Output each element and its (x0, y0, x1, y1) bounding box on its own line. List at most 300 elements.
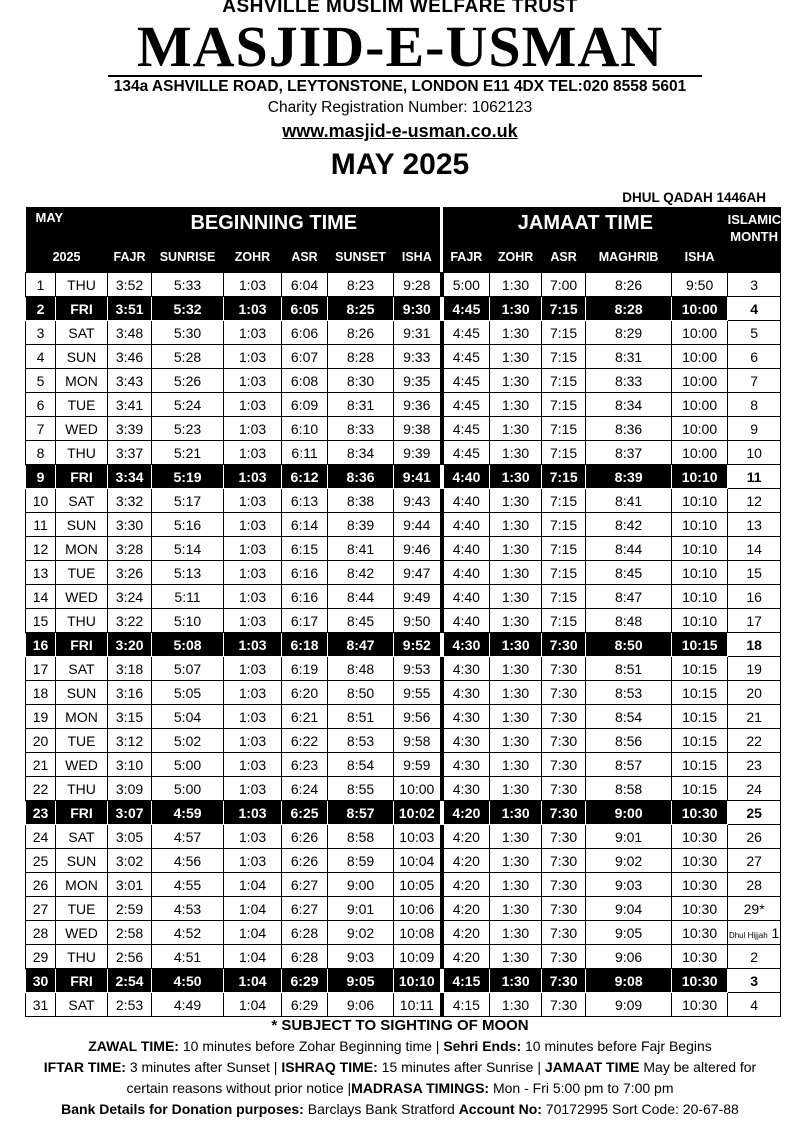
cell-jamaat-maghrib: 8:26 (586, 273, 672, 297)
cell-weekday: MON (56, 537, 108, 561)
cell-fajr: 3:52 (108, 273, 152, 297)
cell-isha: 9:39 (394, 441, 442, 465)
iftar-text: 3 minutes after Sunset | (125, 1059, 282, 1075)
cell-weekday: FRI (56, 297, 108, 321)
cell-date: 29 (26, 945, 56, 969)
cell-zohr: 1:03 (224, 489, 282, 513)
cell-jamaat-fajr: 4:20 (442, 921, 490, 945)
cell-jamaat-maghrib: 8:53 (586, 681, 672, 705)
cell-sunset: 8:38 (328, 489, 394, 513)
cell-jamaat-zohr: 1:30 (490, 897, 542, 921)
table-row (26, 657, 781, 681)
cell-zohr: 1:04 (224, 969, 282, 993)
cell-sunrise: 5:05 (152, 681, 224, 705)
cell-asr: 6:25 (282, 801, 328, 825)
col-sunset: SUNSET (328, 242, 394, 273)
cell-fajr: 3:22 (108, 609, 152, 633)
cell-fajr: 3:26 (108, 561, 152, 585)
beginning-time-heading: BEGINNING TIME (108, 207, 442, 242)
cell-isha: 10:09 (394, 945, 442, 969)
jamaat-time-heading: JAMAAT TIME (442, 207, 728, 242)
ishraq-label: ISHRAQ TIME: (281, 1059, 378, 1075)
cell-sunrise: 5:19 (152, 465, 224, 489)
cell-jamaat-asr: 7:15 (542, 489, 586, 513)
cell-jamaat-isha: 10:30 (672, 969, 728, 993)
cell-islamic-day: 27 (728, 849, 781, 873)
cell-jamaat-maghrib: 9:00 (586, 801, 672, 825)
cell-jamaat-maghrib: 8:57 (586, 753, 672, 777)
cell-islamic-day: 3 (728, 969, 781, 993)
cell-date: 21 (26, 753, 56, 777)
cell-isha: 9:50 (394, 609, 442, 633)
cell-sunrise: 5:10 (152, 609, 224, 633)
cell-zohr: 1:03 (224, 609, 282, 633)
cell-jamaat-zohr: 1:30 (490, 705, 542, 729)
cell-jamaat-isha: 10:30 (672, 993, 728, 1017)
cell-weekday: THU (56, 945, 108, 969)
cell-asr: 6:09 (282, 393, 328, 417)
cell-jamaat-fajr: 4:40 (442, 465, 490, 489)
cell-jamaat-fajr: 4:30 (442, 633, 490, 657)
cell-jamaat-maghrib: 8:51 (586, 657, 672, 681)
cell-fajr: 2:56 (108, 945, 152, 969)
cell-sunrise: 5:24 (152, 393, 224, 417)
col-jamaat-isha: ISHA (672, 242, 728, 273)
cell-jamaat-fajr: 4:45 (442, 321, 490, 345)
cell-isha: 9:43 (394, 489, 442, 513)
cell-sunset: 8:45 (328, 609, 394, 633)
cell-weekday: WED (56, 753, 108, 777)
cell-jamaat-asr: 7:30 (542, 825, 586, 849)
cell-weekday: SAT (56, 489, 108, 513)
cell-sunset: 8:33 (328, 417, 394, 441)
cell-jamaat-isha: 10:00 (672, 417, 728, 441)
cell-jamaat-maghrib: 8:41 (586, 489, 672, 513)
cell-jamaat-asr: 7:15 (542, 297, 586, 321)
cell-jamaat-maghrib: 8:34 (586, 393, 672, 417)
cell-jamaat-maghrib: 8:47 (586, 585, 672, 609)
cell-isha: 10:10 (394, 969, 442, 993)
cell-fajr: 3:09 (108, 777, 152, 801)
cell-weekday: SAT (56, 321, 108, 345)
cell-jamaat-isha: 10:30 (672, 873, 728, 897)
cell-jamaat-fajr: 4:45 (442, 417, 490, 441)
cell-zohr: 1:03 (224, 753, 282, 777)
cell-fajr: 3:07 (108, 801, 152, 825)
cell-date: 2 (26, 297, 56, 321)
zawal-text: 10 minutes before Zohar Beginning time | (178, 1038, 444, 1054)
cell-jamaat-asr: 7:30 (542, 921, 586, 945)
cell-islamic-day: 25 (728, 801, 781, 825)
cell-isha: 9:53 (394, 657, 442, 681)
cell-zohr: 1:04 (224, 873, 282, 897)
cell-sunrise: 5:04 (152, 705, 224, 729)
cell-asr: 6:22 (282, 729, 328, 753)
cell-sunrise: 5:02 (152, 729, 224, 753)
cell-asr: 6:12 (282, 465, 328, 489)
cell-islamic-day: 10 (728, 441, 781, 465)
cell-asr: 6:18 (282, 633, 328, 657)
cell-asr: 6:21 (282, 705, 328, 729)
islamic-month-heading: ISLAMIC MONTH (728, 207, 781, 273)
cell-zohr: 1:03 (224, 681, 282, 705)
table-row (26, 681, 781, 705)
table-row (26, 825, 781, 849)
table-row (26, 537, 781, 561)
cell-asr: 6:27 (282, 897, 328, 921)
cell-jamaat-isha: 9:50 (672, 273, 728, 297)
cell-islamic-day: 22 (728, 729, 781, 753)
cell-fajr: 2:59 (108, 897, 152, 921)
cell-sunset: 8:34 (328, 441, 394, 465)
cell-fajr: 3:02 (108, 849, 152, 873)
cell-jamaat-zohr: 1:30 (490, 753, 542, 777)
cell-zohr: 1:03 (224, 513, 282, 537)
cell-asr: 6:29 (282, 993, 328, 1017)
cell-jamaat-maghrib: 8:54 (586, 705, 672, 729)
cell-fajr: 3:43 (108, 369, 152, 393)
cell-asr: 6:10 (282, 417, 328, 441)
cell-jamaat-asr: 7:15 (542, 561, 586, 585)
cell-date: 7 (26, 417, 56, 441)
cell-jamaat-isha: 10:10 (672, 561, 728, 585)
account-text: 70172995 Sort Code: 20-67-88 (541, 1101, 739, 1117)
cell-sunset: 8:30 (328, 369, 394, 393)
cell-zohr: 1:03 (224, 561, 282, 585)
cell-date: 9 (26, 465, 56, 489)
cell-sunset: 8:31 (328, 393, 394, 417)
cell-date: 14 (26, 585, 56, 609)
cell-asr: 6:28 (282, 921, 328, 945)
cell-jamaat-maghrib: 8:45 (586, 561, 672, 585)
line3-text: certain reasons without prior notice | (126, 1080, 352, 1096)
cell-jamaat-maghrib: 8:48 (586, 609, 672, 633)
cell-jamaat-zohr: 1:30 (490, 657, 542, 681)
cell-sunset: 8:25 (328, 297, 394, 321)
cell-jamaat-maghrib: 9:08 (586, 969, 672, 993)
cell-islamic-day: 12 (728, 489, 781, 513)
cell-jamaat-maghrib: 8:39 (586, 465, 672, 489)
cell-sunrise: 5:17 (152, 489, 224, 513)
timetable-body (26, 273, 781, 1017)
cell-asr: 6:11 (282, 441, 328, 465)
iftar-line (0, 1057, 800, 1078)
cell-isha: 9:49 (394, 585, 442, 609)
cell-asr: 6:16 (282, 561, 328, 585)
cell-jamaat-zohr: 1:30 (490, 609, 542, 633)
cell-asr: 6:26 (282, 825, 328, 849)
cell-jamaat-zohr: 1:30 (490, 801, 542, 825)
cell-islamic-day: 9 (728, 417, 781, 441)
cell-sunrise: 5:28 (152, 345, 224, 369)
cell-sunset: 9:06 (328, 993, 394, 1017)
cell-sunset: 8:39 (328, 513, 394, 537)
cell-jamaat-zohr: 1:30 (490, 537, 542, 561)
cell-islamic-day: 26 (728, 825, 781, 849)
cell-date: 5 (26, 369, 56, 393)
cell-weekday: FRI (56, 633, 108, 657)
zawal-label: ZAWAL TIME: (88, 1038, 179, 1054)
cell-date: 23 (26, 801, 56, 825)
bank-label: Bank Details for Donation purposes: (61, 1101, 304, 1117)
moon-note: * SUBJECT TO SIGHTING OF MOON (271, 1017, 529, 1034)
cell-date: 11 (26, 513, 56, 537)
cell-date: 28 (26, 921, 56, 945)
cell-sunset: 8:48 (328, 657, 394, 681)
cell-zohr: 1:03 (224, 297, 282, 321)
cell-fajr: 3:05 (108, 825, 152, 849)
cell-jamaat-maghrib: 8:33 (586, 369, 672, 393)
cell-jamaat-zohr: 1:30 (490, 633, 542, 657)
table-row (26, 513, 781, 537)
address: 134a ASHVILLE ROAD, LEYTONSTONE, LONDON E11 4DX TEL:020 8558 5601 (113, 78, 687, 95)
table-row (26, 897, 781, 921)
cell-sunrise: 4:53 (152, 897, 224, 921)
cell-sunrise: 5:16 (152, 513, 224, 537)
cell-sunset: 8:28 (328, 345, 394, 369)
madrasa-line (0, 1078, 800, 1099)
cell-asr: 6:24 (282, 777, 328, 801)
islamic-day: 1 (771, 924, 780, 941)
cell-jamaat-isha: 10:10 (672, 585, 728, 609)
cell-isha: 10:08 (394, 921, 442, 945)
cell-zohr: 1:03 (224, 393, 282, 417)
cell-jamaat-fajr: 4:40 (442, 537, 490, 561)
cell-jamaat-maghrib: 8:28 (586, 297, 672, 321)
table-row (26, 393, 781, 417)
cell-sunrise: 4:52 (152, 921, 224, 945)
cell-zohr: 1:03 (224, 537, 282, 561)
cell-weekday: WED (56, 417, 108, 441)
cell-jamaat-isha: 10:30 (672, 945, 728, 969)
cell-jamaat-isha: 10:15 (672, 729, 728, 753)
jamaat-text: May be altered for (639, 1059, 757, 1075)
trust-name: ASHVILLE MUSLIM WELFARE TRUST (222, 0, 578, 17)
cell-islamic-day: 20 (728, 681, 781, 705)
cell-date: 4 (26, 345, 56, 369)
cell-islamic-day: 4 (728, 993, 781, 1017)
cell-date: 20 (26, 729, 56, 753)
cell-fajr: 3:16 (108, 681, 152, 705)
table-row (26, 417, 781, 441)
cell-jamaat-fajr: 4:20 (442, 849, 490, 873)
col-sunrise: SUNRISE (152, 242, 224, 273)
cell-weekday: THU (56, 609, 108, 633)
ishraq-text: 15 minutes after Sunrise | (377, 1059, 545, 1075)
cell-asr: 6:07 (282, 345, 328, 369)
header-divider (108, 75, 702, 77)
cell-islamic-day: 11 (728, 465, 781, 489)
cell-jamaat-asr: 7:15 (542, 417, 586, 441)
table-row (26, 321, 781, 345)
cell-jamaat-fajr: 4:20 (442, 801, 490, 825)
cell-zohr: 1:03 (224, 441, 282, 465)
cell-jamaat-isha: 10:15 (672, 777, 728, 801)
cell-asr: 6:29 (282, 969, 328, 993)
cell-fajr: 2:53 (108, 993, 152, 1017)
table-row (26, 993, 781, 1017)
cell-jamaat-isha: 10:15 (672, 705, 728, 729)
cell-isha: 9:59 (394, 753, 442, 777)
cell-date: 31 (26, 993, 56, 1017)
cell-jamaat-maghrib: 9:05 (586, 921, 672, 945)
cell-jamaat-fajr: 4:40 (442, 585, 490, 609)
cell-fajr: 3:46 (108, 345, 152, 369)
cell-weekday: SUN (56, 681, 108, 705)
cell-zohr: 1:03 (224, 633, 282, 657)
madrasa-text: Mon - Fri 5:00 pm to 7:00 pm (489, 1080, 674, 1096)
cell-isha: 9:47 (394, 561, 442, 585)
cell-date: 30 (26, 969, 56, 993)
bank-line (0, 1099, 800, 1120)
cell-sunrise: 4:57 (152, 825, 224, 849)
cell-sunrise: 5:21 (152, 441, 224, 465)
cell-sunrise: 5:07 (152, 657, 224, 681)
cell-sunset: 8:54 (328, 753, 394, 777)
cell-weekday: TUE (56, 393, 108, 417)
cell-jamaat-zohr: 1:30 (490, 297, 542, 321)
cell-isha: 10:03 (394, 825, 442, 849)
cell-jamaat-maghrib: 8:31 (586, 345, 672, 369)
cell-isha: 9:28 (394, 273, 442, 297)
cell-weekday: TUE (56, 897, 108, 921)
cell-date: 22 (26, 777, 56, 801)
cell-jamaat-zohr: 1:30 (490, 345, 542, 369)
cell-sunset: 9:02 (328, 921, 394, 945)
table-row (26, 561, 781, 585)
cell-jamaat-maghrib: 8:36 (586, 417, 672, 441)
cell-jamaat-asr: 7:30 (542, 633, 586, 657)
cell-sunrise: 5:23 (152, 417, 224, 441)
cell-zohr: 1:04 (224, 921, 282, 945)
cell-sunset: 8:26 (328, 321, 394, 345)
cell-jamaat-isha: 10:00 (672, 321, 728, 345)
cell-zohr: 1:03 (224, 417, 282, 441)
cell-sunrise: 5:26 (152, 369, 224, 393)
cell-isha: 9:56 (394, 705, 442, 729)
cell-islamic-day: 24 (728, 777, 781, 801)
cell-date: 18 (26, 681, 56, 705)
cell-jamaat-fajr: 4:30 (442, 777, 490, 801)
cell-islamic-day: 18 (728, 633, 781, 657)
cell-isha: 9:55 (394, 681, 442, 705)
cell-jamaat-fajr: 4:30 (442, 657, 490, 681)
cell-fajr: 2:54 (108, 969, 152, 993)
cell-date: 1 (26, 273, 56, 297)
table-row (26, 969, 781, 993)
cell-jamaat-fajr: 4:15 (442, 969, 490, 993)
cell-asr: 6:06 (282, 321, 328, 345)
cell-jamaat-zohr: 1:30 (490, 849, 542, 873)
cell-weekday: WED (56, 585, 108, 609)
cell-isha: 9:44 (394, 513, 442, 537)
cell-sunset: 8:59 (328, 849, 394, 873)
cell-jamaat-fajr: 4:45 (442, 297, 490, 321)
cell-sunrise: 5:13 (152, 561, 224, 585)
cell-sunrise: 4:51 (152, 945, 224, 969)
cell-islamic-day: 8 (728, 393, 781, 417)
cell-jamaat-asr: 7:30 (542, 993, 586, 1017)
cell-fajr: 3:28 (108, 537, 152, 561)
cell-isha: 10:00 (394, 777, 442, 801)
table-row (26, 849, 781, 873)
cell-sunset: 8:44 (328, 585, 394, 609)
cell-jamaat-isha: 10:15 (672, 681, 728, 705)
cell-weekday: SAT (56, 993, 108, 1017)
cell-jamaat-zohr: 1:30 (490, 945, 542, 969)
cell-date: 6 (26, 393, 56, 417)
cell-sunset: 8:47 (328, 633, 394, 657)
cell-jamaat-maghrib: 9:09 (586, 993, 672, 1017)
cell-weekday: SAT (56, 825, 108, 849)
cell-islamic-day: 16 (728, 585, 781, 609)
cell-date: 13 (26, 561, 56, 585)
cell-weekday: MON (56, 369, 108, 393)
website-link[interactable]: www.masjid-e-usman.co.uk (282, 121, 518, 141)
jamaat-label: JAMAAT TIME (544, 1059, 640, 1075)
table-row (26, 489, 781, 513)
col-jamaat-fajr: FAJR (442, 242, 490, 273)
cell-jamaat-asr: 7:15 (542, 441, 586, 465)
cell-sunrise: 4:49 (152, 993, 224, 1017)
cell-jamaat-isha: 10:10 (672, 537, 728, 561)
cell-isha: 10:02 (394, 801, 442, 825)
cell-weekday: FRI (56, 801, 108, 825)
cell-jamaat-maghrib: 9:02 (586, 849, 672, 873)
cell-sunrise: 4:50 (152, 969, 224, 993)
cell-sunset: 9:03 (328, 945, 394, 969)
cell-zohr: 1:03 (224, 657, 282, 681)
cell-jamaat-isha: 10:15 (672, 633, 728, 657)
cell-jamaat-asr: 7:15 (542, 585, 586, 609)
cell-sunrise: 5:00 (152, 753, 224, 777)
table-row (26, 801, 781, 825)
cell-sunrise: 4:59 (152, 801, 224, 825)
cell-jamaat-fajr: 4:45 (442, 369, 490, 393)
col-zohr: ZOHR (224, 242, 282, 273)
cell-isha: 9:30 (394, 297, 442, 321)
table-row (26, 705, 781, 729)
cell-sunrise: 5:11 (152, 585, 224, 609)
cell-zohr: 1:03 (224, 801, 282, 825)
cell-zohr: 1:03 (224, 321, 282, 345)
cell-jamaat-zohr: 1:30 (490, 561, 542, 585)
cell-jamaat-maghrib: 8:29 (586, 321, 672, 345)
cell-jamaat-fajr: 4:45 (442, 393, 490, 417)
cell-isha: 9:33 (394, 345, 442, 369)
cell-fajr: 3:39 (108, 417, 152, 441)
table-row (26, 369, 781, 393)
cell-asr: 6:17 (282, 609, 328, 633)
cell-jamaat-maghrib: 9:04 (586, 897, 672, 921)
cell-asr: 6:26 (282, 849, 328, 873)
cell-jamaat-fajr: 4:20 (442, 873, 490, 897)
cell-fajr: 3:20 (108, 633, 152, 657)
table-row (26, 777, 781, 801)
cell-jamaat-isha: 10:30 (672, 849, 728, 873)
cell-jamaat-asr: 7:30 (542, 801, 586, 825)
cell-isha: 9:58 (394, 729, 442, 753)
cell-jamaat-isha: 10:10 (672, 489, 728, 513)
cell-islamic-day: 7 (728, 369, 781, 393)
cell-jamaat-asr: 7:15 (542, 465, 586, 489)
cell-islamic-day: 3 (728, 273, 781, 297)
cell-jamaat-isha: 10:00 (672, 345, 728, 369)
cell-fajr: 3:15 (108, 705, 152, 729)
cell-islamic-day: 14 (728, 537, 781, 561)
col-fajr: FAJR (108, 242, 152, 273)
table-row (26, 297, 781, 321)
